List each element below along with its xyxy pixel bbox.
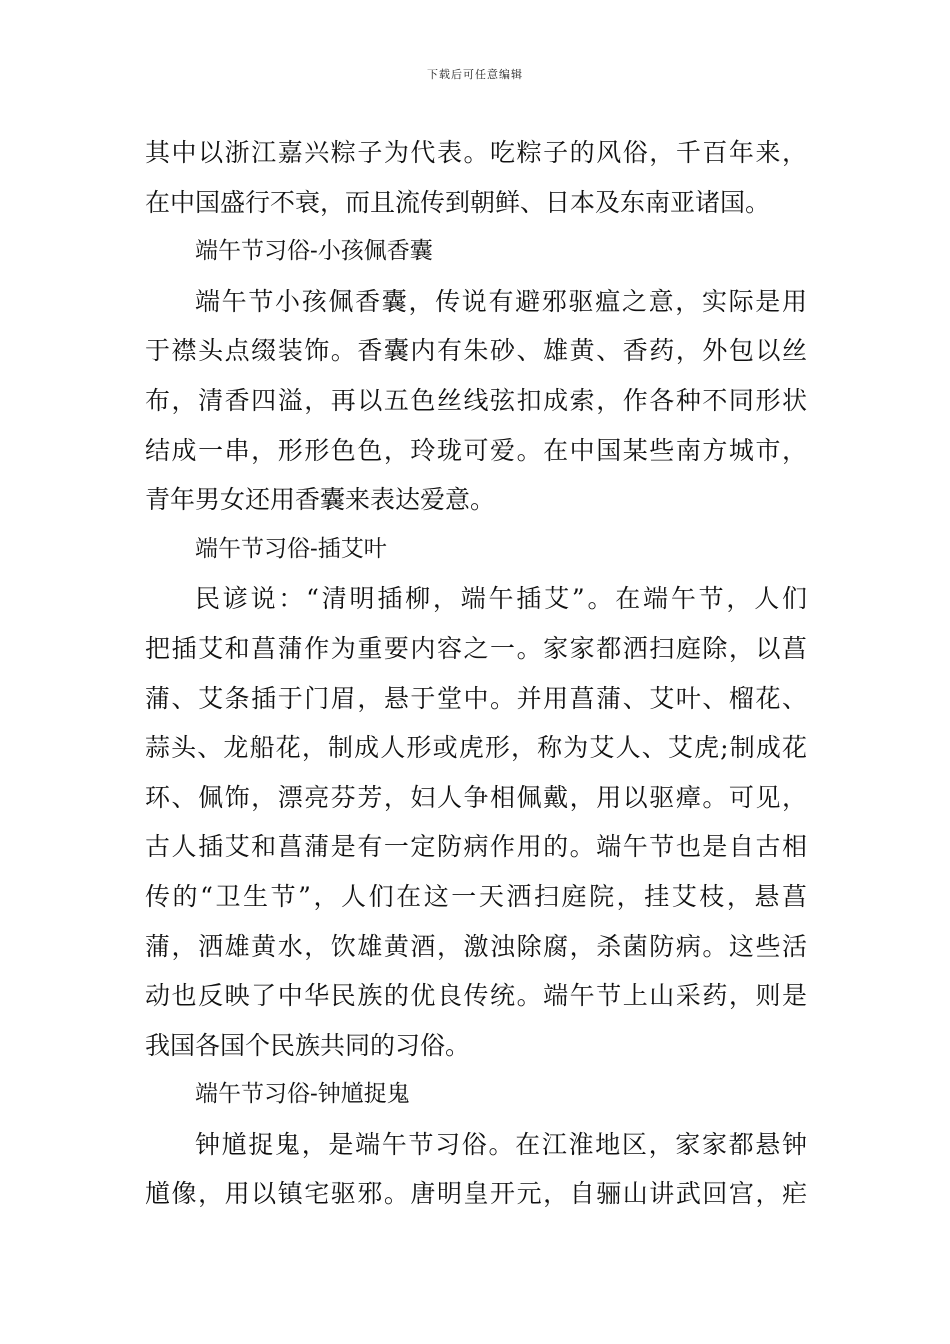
text-line: 把插艾和菖蒲作为重要内容之一。家家都洒扫庭除，以菖	[145, 633, 807, 663]
document-body	[145, 128, 807, 1219]
text-line: 端午节小孩佩香囊，传说有避邪驱瘟之意，实际是用	[195, 286, 807, 316]
text-line: 结成一串，形形色色，玲珑可爱。在中国某些南方城市，	[145, 435, 807, 465]
header-note: 下载后可任意编辑	[427, 68, 523, 81]
text-line: 蒜头、龙船花，制成人形或虎形，称为艾人、艾虎;制成花	[145, 733, 807, 763]
paragraph-zhongkui	[145, 1120, 807, 1219]
text-line: 民谚说：“清明插柳，端午插艾”。在端午节，人们	[195, 584, 807, 614]
text-line: 蒲、艾条插于门眉，悬于堂中。并用菖蒲、艾叶、榴花、	[145, 683, 807, 713]
text-line: 于襟头点缀装饰。香囊内有朱砂、雄黄、香药，外包以丝	[145, 336, 807, 366]
text-line: 传的“卫生节”，人们在这一天洒扫庭院，挂艾枝，悬菖	[145, 881, 807, 911]
text-line: 动也反映了中华民族的优良传统。端午节上山采药，则是	[145, 981, 807, 1011]
text-line: 我国各国个民族共同的习俗。	[145, 1030, 471, 1060]
text-line: 青年男女还用香囊来表达爱意。	[145, 485, 496, 515]
text-line: 古人插艾和菖蒲是有一定防病作用的。端午节也是自古相	[145, 832, 807, 862]
text-line: 其中以浙江嘉兴粽子为代表。吃粽子的风俗，千百年来，	[145, 138, 807, 167]
paragraph-zongzi-continuation	[145, 128, 807, 227]
text-line: 钟馗捉鬼，是端午节习俗。在江淮地区，家家都悬钟	[195, 1129, 807, 1159]
paragraph-sachet	[145, 277, 807, 525]
section-heading-mugwort: 端午节习俗-插艾叶	[195, 535, 387, 562]
paragraph-mugwort	[145, 574, 807, 1070]
text-line: 在中国盛行不衰，而且流传到朝鲜、日本及东南亚诸国。	[145, 187, 771, 217]
section-heading-sachet: 端午节习俗-小孩佩香囊	[195, 238, 433, 265]
text-line: 布，清香四溢，再以五色丝线弦扣成索，作各种不同形状	[145, 385, 807, 415]
text-line: 馗像，用以镇宅驱邪。唐明皇开元，自骊山讲武回宫，疟	[145, 1179, 807, 1209]
text-line: 环、佩饰，漂亮芬芳，妇人争相佩戴，用以驱瘴。可见，	[145, 782, 807, 812]
text-line: 蒲，洒雄黄水，饮雄黄酒，激浊除腐，杀菌防病。这些活	[145, 931, 807, 961]
section-heading-zhongkui: 端午节习俗-钟馗捉鬼	[195, 1081, 410, 1108]
